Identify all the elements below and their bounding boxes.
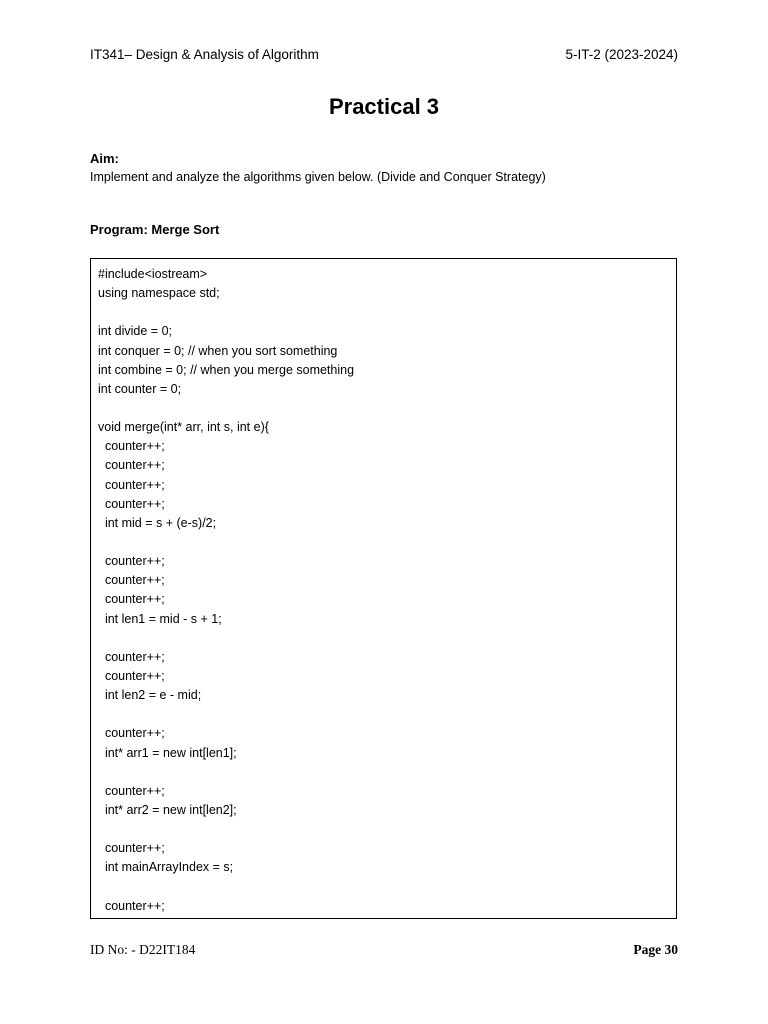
code-line: counter++;	[98, 649, 165, 664]
code-line: int mid = s + (e-s)/2;	[98, 515, 217, 530]
student-id: ID No: - D22IT184	[90, 942, 196, 957]
code-line	[98, 533, 676, 552]
code-line: int* arr1 = new int[len1];	[98, 745, 237, 760]
course-title: IT341– Design & Analysis of Algorithm	[90, 47, 319, 62]
code-line	[98, 399, 676, 418]
code-line: int len2 = e - mid;	[98, 688, 202, 703]
code-line: counter++;	[98, 477, 165, 492]
program-label: Program: Merge Sort	[90, 222, 220, 237]
page-number: Page 30	[633, 942, 678, 957]
code-line: using namespace std;	[98, 286, 220, 301]
code-line: int len1 = mid - s + 1;	[98, 611, 222, 626]
code-line	[98, 763, 676, 782]
code-line: counter++;	[98, 573, 165, 588]
code-line: counter++;	[98, 458, 165, 473]
code-line: int combine = 0; // when you merge something	[98, 362, 355, 377]
code-line	[98, 705, 676, 724]
code-line: counter++;	[98, 726, 165, 741]
code-line: int mainArrayIndex = s;	[98, 860, 234, 875]
code-line: int divide = 0;	[98, 324, 173, 339]
code-line: int* arr2 = new int[len2];	[98, 802, 237, 817]
code-line: counter++;	[98, 496, 165, 511]
code-line	[98, 303, 676, 322]
code-line: counter++;	[98, 668, 165, 683]
code-line	[98, 629, 676, 648]
code-line: #include<iostream>	[98, 267, 208, 281]
page-title: Practical 3	[328, 94, 440, 119]
code-line: int counter = 0;	[98, 381, 182, 396]
code-line: counter++;	[98, 554, 165, 569]
code-line: counter++;	[98, 898, 165, 913]
code-line: void merge(int* arr, int s, int e){	[98, 420, 269, 435]
code-line: counter++;	[98, 783, 165, 798]
code-line	[98, 878, 676, 897]
aim-label: Aim:	[90, 151, 119, 166]
code-line: counter++;	[98, 841, 165, 856]
aim-text: Implement and analyze the algorithms given below. (Divide and Conquer Strategy)	[90, 170, 546, 184]
code-line: int conquer = 0; // when you sort something	[98, 343, 338, 358]
code-block	[90, 258, 677, 919]
code-line: counter++;	[98, 439, 165, 454]
code-line	[98, 820, 676, 839]
code-line: counter++;	[98, 592, 165, 607]
term-label: 5-IT-2 (2023-2024)	[565, 47, 678, 62]
